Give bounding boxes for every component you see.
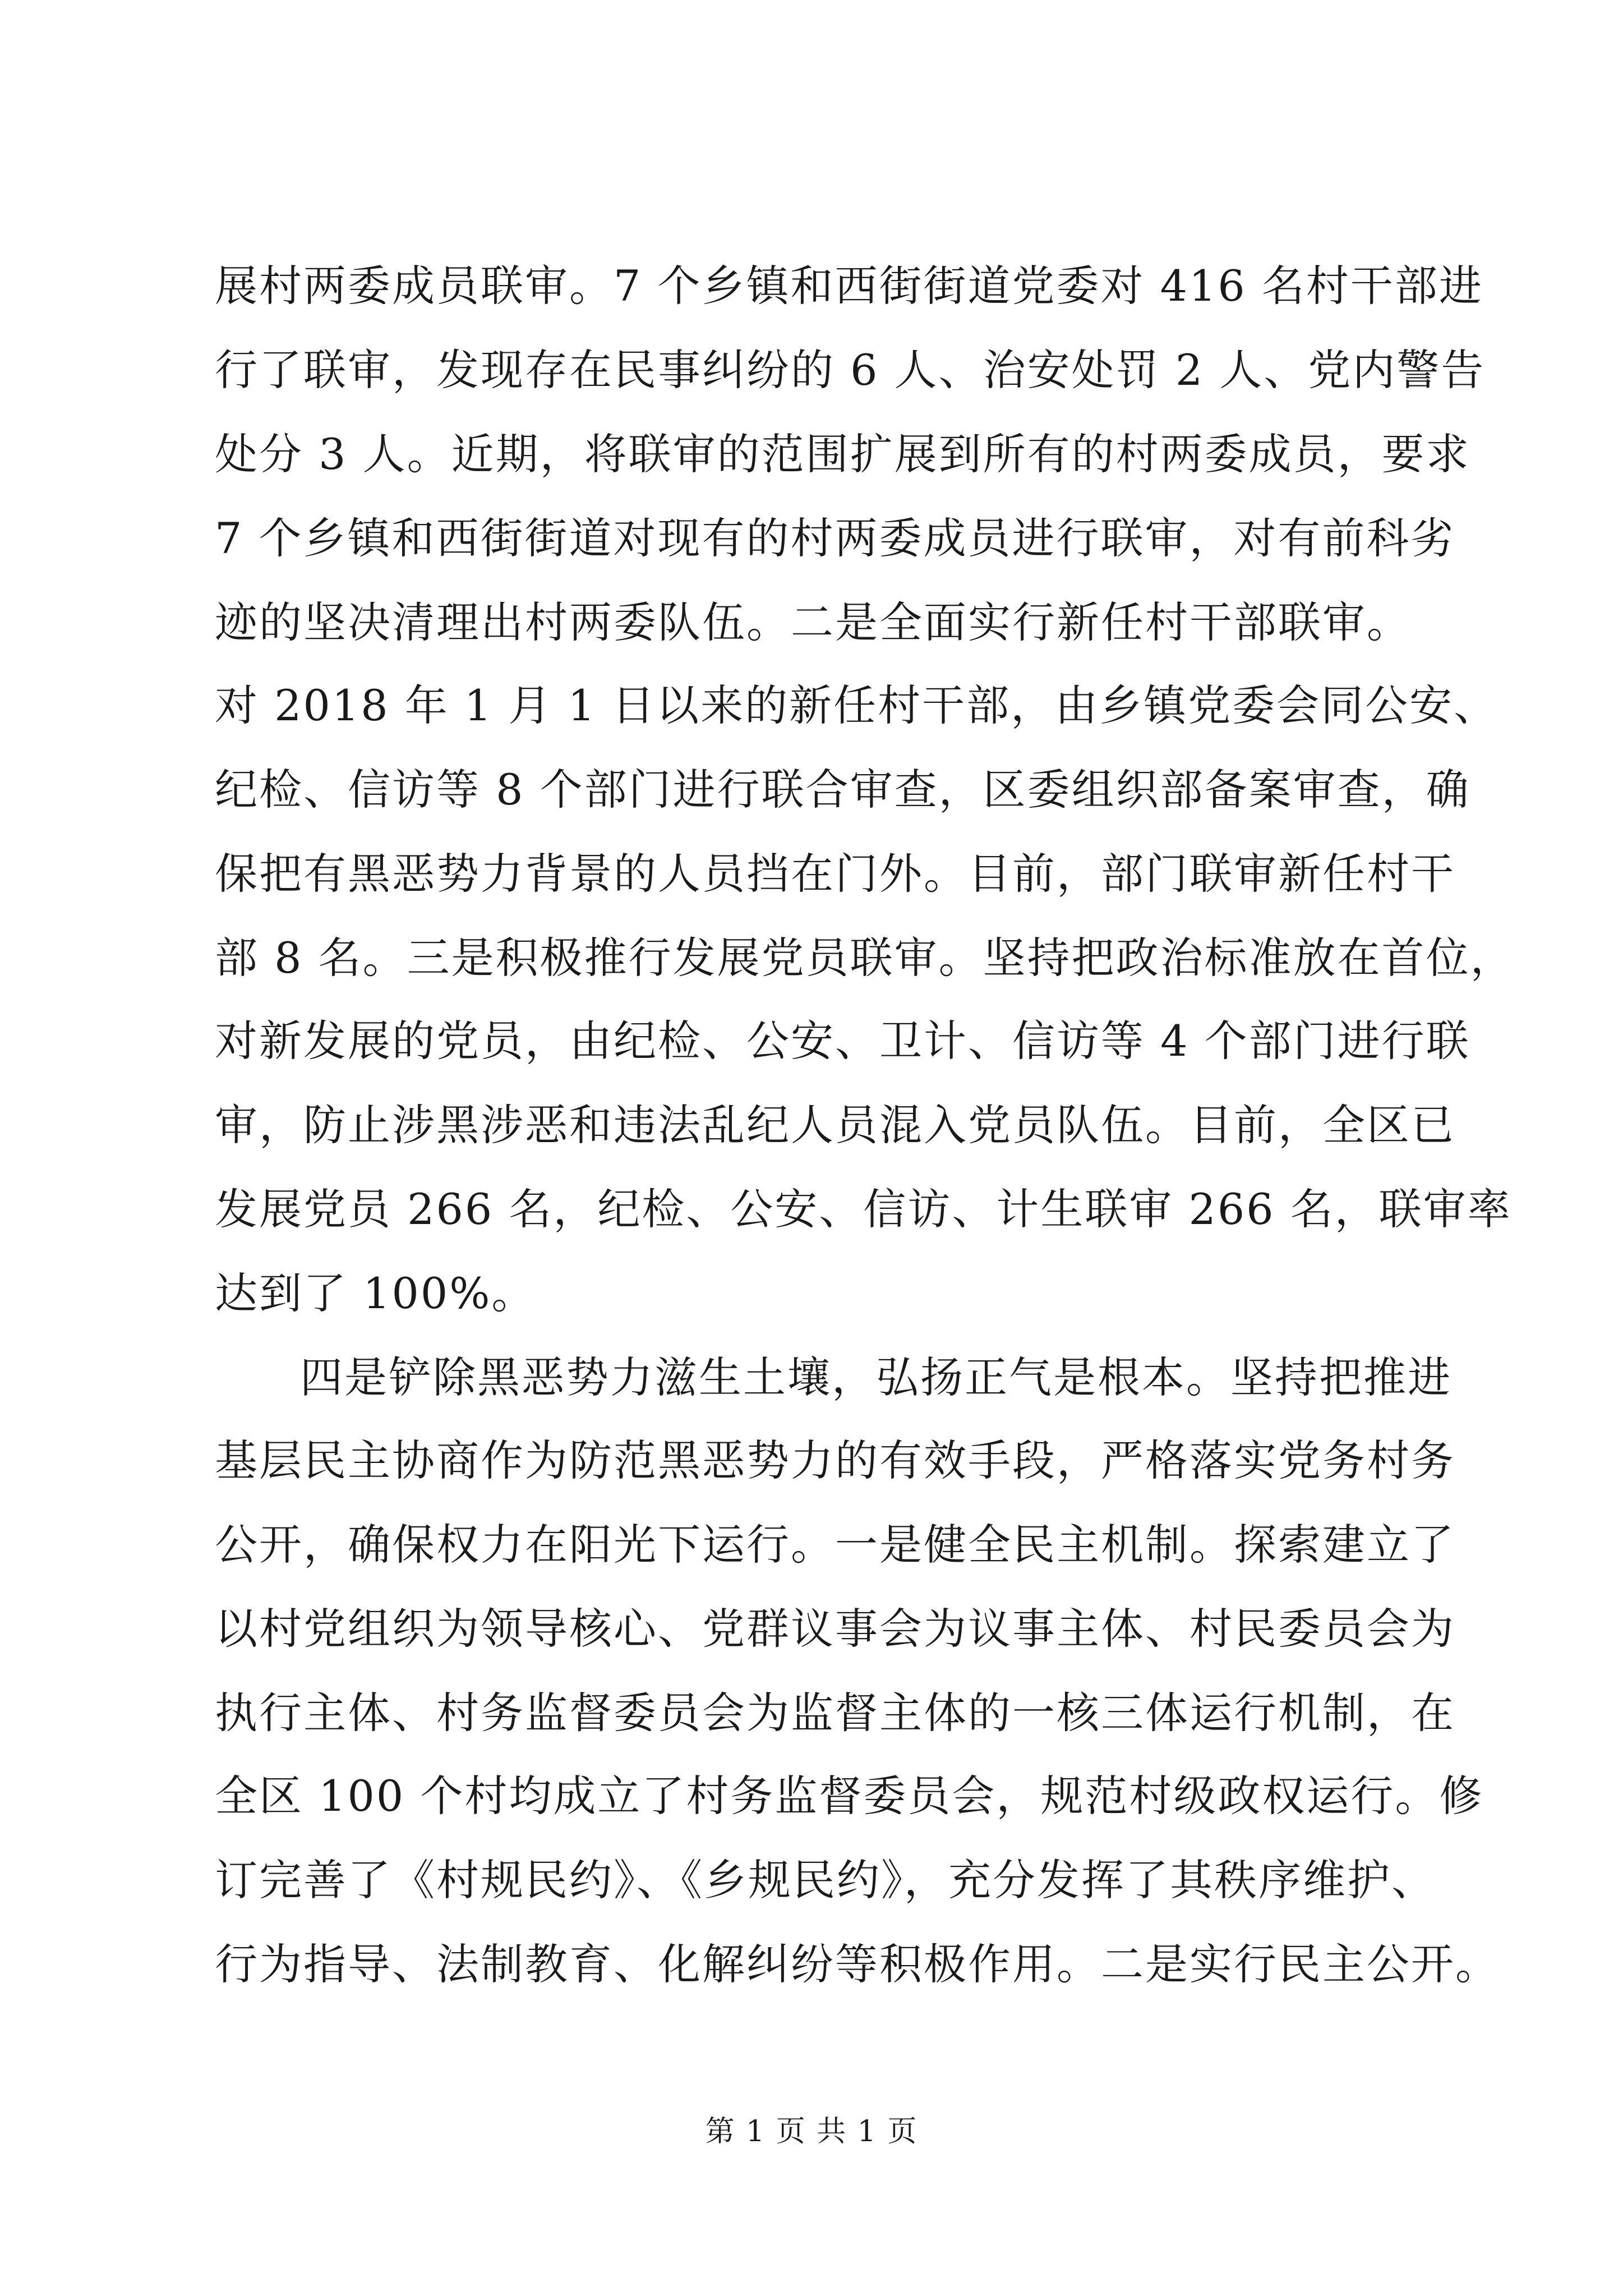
body-text-line: 基层民主协商作为防范黑恶势力的有效手段，严格落实党务村务	[215, 1435, 1455, 1485]
body-text-line: 行为指导、法制教育、化解纠纷等积极作用。二是实行民主公开。	[215, 1939, 1500, 1989]
body-text-line: 审，防止涉黑涉恶和违法乱纪人员混入党员队伍。目前，全区已	[215, 1100, 1455, 1150]
body-text-line: 保把有黑恶势力背景的人员挡在门外。目前，部门联审新任村干	[215, 849, 1455, 899]
body-text-line: 全区 100 个村均成立了村务监督委员会，规范村级政权运行。修	[215, 1771, 1484, 1821]
body-text-line: 对新发展的党员，由纪检、公安、卫计、信访等 4 个部门进行联	[215, 1016, 1470, 1066]
paragraph-first-line: 四是铲除黑恶势力滋生土壤，弘扬正气是根本。坚持把推进	[300, 1352, 1452, 1402]
body-text-line: 执行主体、村务监督委员会为监督主体的一核三体运行机制，在	[215, 1688, 1455, 1738]
body-text-line: 达到了 100%。	[215, 1268, 536, 1318]
body-text-line: 处分 3 人。近期，将联审的范围扩展到所有的村两委成员，要求	[215, 429, 1470, 479]
body-text-line: 纪检、信访等 8 个部门进行联合审查，区委组织部备案审查，确	[215, 765, 1470, 815]
body-text-line: 展村两委成员联审。7 个乡镇和西街街道党委对 416 名村干部进	[215, 261, 1483, 311]
body-text-line: 部 8 名。三是积极推行发展党员联审。坚持把政治标准放在首位，	[215, 933, 1515, 983]
body-text-line: 公开，确保权力在阳光下运行。一是健全民主机制。探索建立了	[215, 1520, 1455, 1570]
body-text-line: 对 2018 年 1 月 1 日以来的新任村干部，由乡镇党委会同公安、	[215, 680, 1498, 730]
body-text-line: 以村党组织为领导核心、党群议事会为议事主体、村民委员会为	[215, 1604, 1455, 1654]
body-text-line: 发展党员 266 名，纪检、公安、信访、计生联审 266 名，联审率	[215, 1184, 1512, 1234]
page-number-footer: 第 1 页 共 1 页	[705, 2115, 918, 2148]
body-text-line: 订完善了《村规民约》、《乡规民约》，充分发挥了其秩序维护、	[215, 1855, 1436, 1905]
body-text-line: 7 个乡镇和西街街道对现有的村两委成员进行联审，对有前科劣	[215, 513, 1455, 563]
body-text-line: 行了联审，发现存在民事纠纷的 6 人、治安处罚 2 人、党内警告	[215, 345, 1486, 395]
body-text-line: 迹的坚决清理出村两委队伍。二是全面实行新任村干部联审。	[215, 597, 1411, 647]
